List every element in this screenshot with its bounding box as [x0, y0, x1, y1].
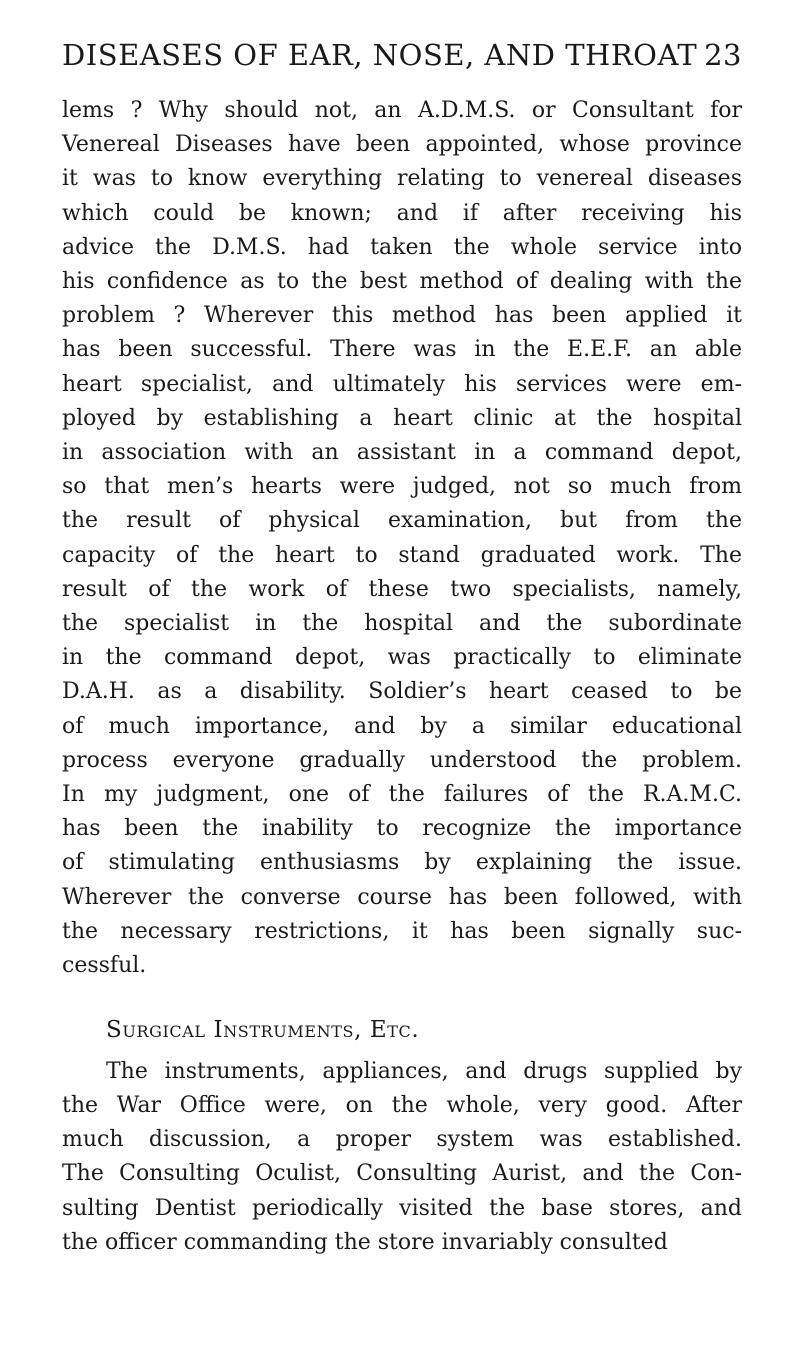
text-line: has been the inability to recognize the importance	[62, 816, 742, 842]
text-line: lems ? Why should not, an A.D.M.S. or Consultant for	[62, 97, 742, 123]
text-line: of much importance, and by a similar educational	[62, 713, 742, 739]
text-line: the necessary restrictions, it has been signally suc-	[62, 918, 742, 944]
text-line: the officer commanding the store invariably consulted	[62, 1229, 668, 1255]
text-line: cessful.	[62, 952, 147, 978]
text-line: of stimulating enthusiasms by explaining the issue.	[62, 850, 742, 876]
text-line: his confidence as to the best method of dealing with the	[62, 268, 742, 294]
text-line: in association with an assistant in a command depot,	[62, 439, 742, 465]
text-line: in the command depot, was practically to eliminate	[62, 645, 742, 671]
text-line: process everyone gradually understood the problem.	[62, 747, 742, 773]
text-line: the specialist in the hospital and the subordinate	[62, 610, 742, 636]
text-line: the War Office were, on the whole, very good. After	[62, 1092, 742, 1118]
text-line: the result of physical examination, but from the	[62, 508, 742, 534]
text-line: advice the D.M.S. had taken the whole service into	[62, 234, 742, 260]
running-head-title: DISEASES OF EAR, NOSE, AND THROAT	[62, 38, 698, 72]
body-paragraph-1	[62, 94, 742, 983]
book-page	[62, 40, 742, 1260]
text-line: it was to know everything relating to venereal diseases	[62, 166, 742, 192]
text-line: The Consulting Oculist, Consulting Aurist, and the Con-	[62, 1161, 742, 1187]
text-line: problem ? Wherever this method has been applied it	[62, 303, 742, 329]
text-line: The instruments, appliances, and drugs supplied by	[106, 1058, 742, 1084]
text-line: sulting Dentist periodically visited the base stores, and	[62, 1195, 742, 1221]
running-head	[62, 40, 742, 72]
text-line: much discussion, a proper system was established.	[62, 1127, 742, 1153]
text-line: which could be known; and if after receiving his	[62, 200, 742, 226]
section-heading: Surgical Instruments, Etc.	[106, 1017, 420, 1044]
text-line: result of the work of these two specialists, namely,	[62, 576, 742, 602]
text-line: has been successful. There was in the E.E.F. an able	[62, 337, 742, 363]
text-line: In my judgment, one of the failures of the R.A.M.C.	[62, 781, 742, 807]
page-number: 23	[704, 38, 742, 72]
text-line: ployed by establishing a heart clinic at the hospital	[62, 405, 742, 431]
text-line: Wherever the converse course has been followed, with	[62, 884, 742, 910]
text-line: heart specialist, and ultimately his services were em-	[62, 371, 742, 397]
text-line: capacity of the heart to stand graduated work. The	[62, 542, 742, 568]
text-line: so that men’s hearts were judged, not so much from	[62, 474, 742, 500]
text-line: D.A.H. as a disability. Soldier’s heart ceased to be	[62, 679, 742, 705]
body-paragraph-2	[62, 1055, 742, 1260]
text-line: Venereal Diseases have been appointed, whose province	[62, 132, 742, 158]
